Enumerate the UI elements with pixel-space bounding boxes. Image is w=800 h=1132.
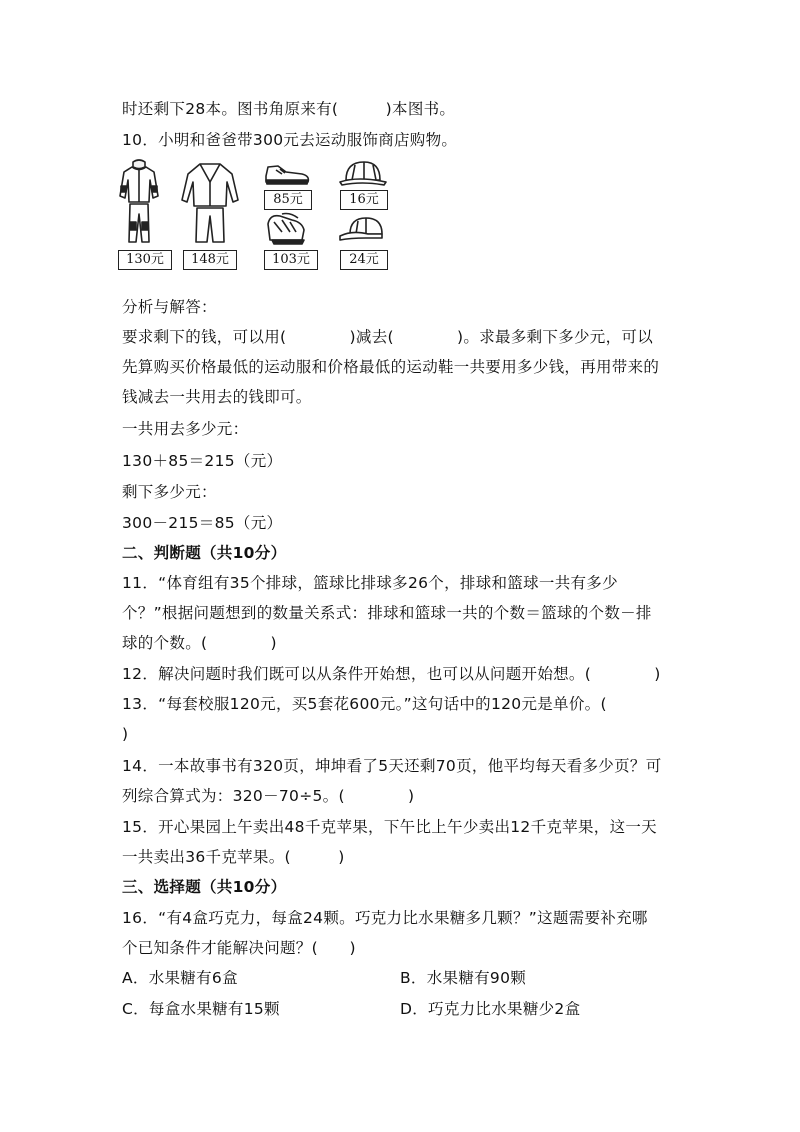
q14-line-1: 14．一本故事书有320页，坤坤看了5天还剩70页，他平均每天看多少页？可: [122, 757, 662, 775]
cap-icon: [338, 158, 388, 188]
price-tag-suit-1: 130元: [118, 250, 172, 270]
section-heading-judgement: 二、判断题（共10分）: [122, 544, 287, 562]
sneaker-icon: [262, 162, 312, 186]
q15-line-1: 15．开心果园上午卖出48千克苹果，下午比上午少卖出12千克苹果，这一天: [122, 818, 657, 836]
q12: 12．解决问题时我们既可以从条件开始想，也可以从问题开始想。( ): [122, 665, 661, 683]
option-d[interactable]: D．巧克力比水果糖少2盒: [400, 1000, 581, 1018]
q16-line-1: 16．“有4盒巧克力，每盒24颗。巧克力比水果糖多几颗？”这题需要补充哪: [122, 909, 648, 927]
q11-line-3: 球的个数。( ): [122, 634, 277, 652]
price-tag-suit-2: 148元: [183, 250, 237, 270]
tracksuit-icon: [118, 158, 160, 246]
q11-line-1: 11．“体育组有35个排球，篮球比排球多26个，排球和篮球一共有多少: [122, 574, 618, 592]
sandal-icon: [262, 210, 312, 246]
q16-line-2: 个已知条件才能解决问题？( ): [122, 939, 356, 957]
analysis-line-2: 先算购买价格最低的运动服和价格最低的运动鞋一共要用多少钱，再用带来的: [122, 358, 660, 376]
baseball-cap-icon: [338, 214, 388, 246]
q11-line-2: 个？”根据问题想到的数量关系式：排球和篮球一共的个数＝篮球的个数－排: [122, 604, 652, 622]
price-tag-cap-1: 16元: [340, 190, 388, 210]
analysis-title: 分析与解答：: [122, 298, 217, 316]
section-heading-choice: 三、选择题（共10分）: [122, 878, 287, 896]
q10-stem: 10．小明和爸爸带300元去运动服饰商店购物。: [122, 131, 458, 149]
q14-line-2: 列综合算式为：320－70÷5。( ): [122, 787, 415, 805]
q15-line-2: 一共卖出36千克苹果。( ): [122, 848, 345, 866]
analysis-line-3: 钱减去一共用去的钱即可。: [122, 388, 312, 406]
price-tag-shoe-1: 85元: [264, 190, 312, 210]
analysis-line-1: 要求剩下的钱，可以用( )减去( )。求最多剩下多少元，可以: [122, 328, 653, 346]
q9-tail: 时还剩下28本。图书角原来有( )本图书。: [122, 100, 456, 118]
coat-icon: [180, 160, 240, 244]
total-spent-label: 一共用去多少元：: [122, 420, 249, 438]
q13-line-2: ): [122, 725, 129, 743]
remaining-label: 剩下多少元：: [122, 483, 217, 501]
option-b[interactable]: B．水果糖有90颗: [400, 969, 527, 987]
option-c[interactable]: C．每盒水果糖有15颗: [122, 1000, 280, 1018]
price-tag-shoe-2: 103元: [264, 250, 318, 270]
calculation-2: 300－215＝85（元）: [122, 514, 283, 532]
option-a[interactable]: A．水果糖有6盒: [122, 969, 238, 987]
q13-line-1: 13．“每套校服120元，买5套花600元。”这句话中的120元是单价。(: [122, 695, 607, 713]
price-tag-cap-2: 24元: [340, 250, 388, 270]
calculation-1: 130＋85＝215（元）: [122, 452, 283, 470]
